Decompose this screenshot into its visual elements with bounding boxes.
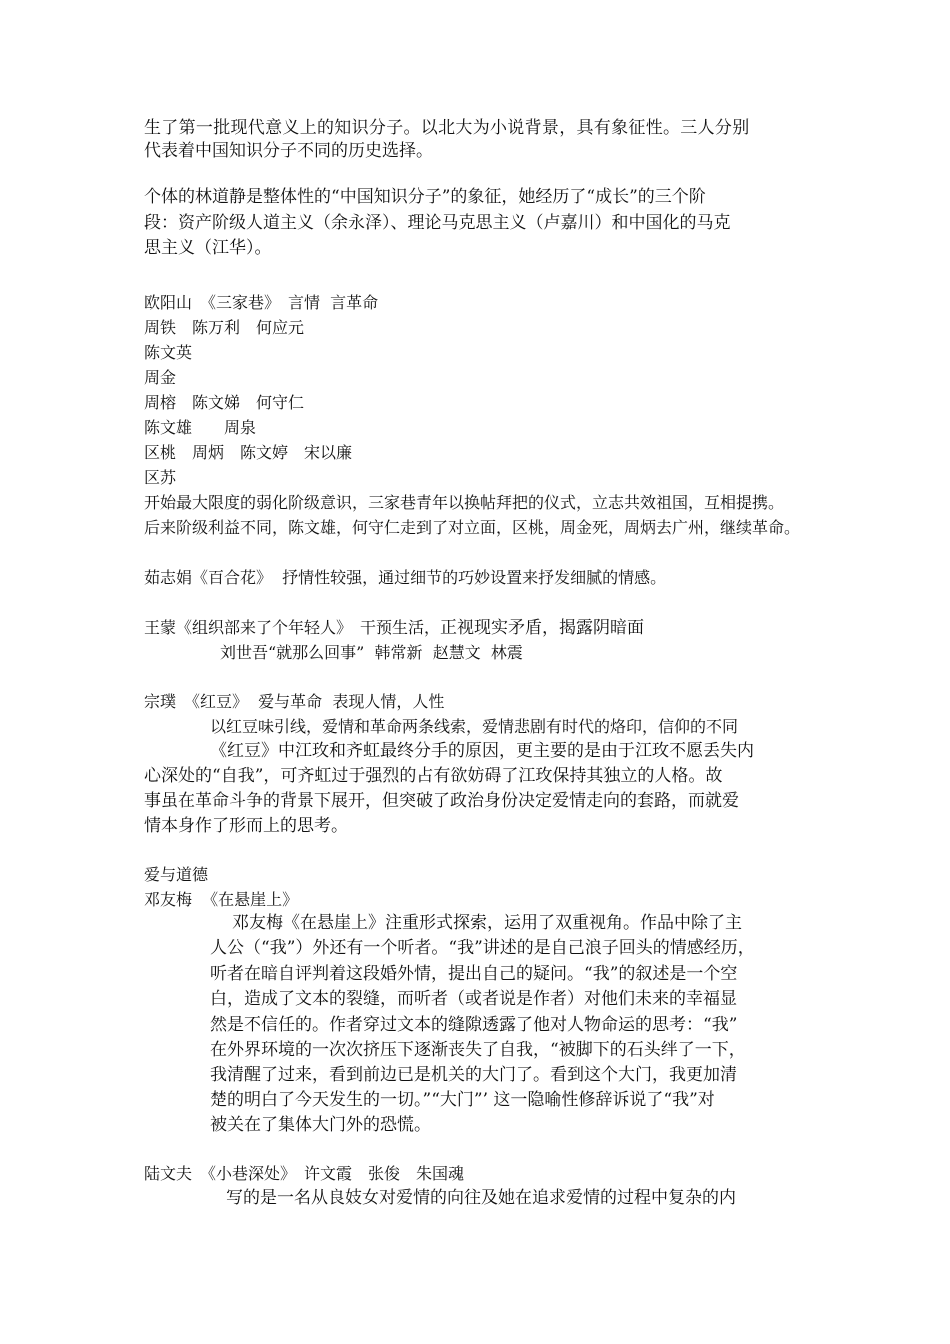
paragraph-line: 邓友梅《在悬崖上》注重形式探索，运用了双重视角。作品中除了主 xyxy=(232,913,742,933)
character-list-line: 周金 xyxy=(144,368,177,387)
section-heading: 爱与道德 xyxy=(144,865,209,884)
paragraph-line: 事虽在革命斗争的背景下展开，但突破了政治身份决定爱情走向的套路，而就爱 xyxy=(144,791,739,811)
paragraph-line: 写的是一名从良妓女对爱情的向往及她在追求爱情的过程中复杂的内 xyxy=(226,1188,736,1208)
paragraph-line: 情本身作了形而上的思考。 xyxy=(144,816,348,836)
paragraph-line: 心深处的“自我”，可齐虹过于强烈的占有欲妨碍了江玫保持其独立的人格。故 xyxy=(144,766,723,786)
section-heading: 邓友梅 《在悬崖上》 xyxy=(144,890,299,909)
section-heading: 茹志娟《百合花》 抒情性较强，通过细节的巧妙设置来抒发细腻的情感。 xyxy=(144,568,667,587)
section-heading: 宗璞 《红豆》 爱与革命 表现人情，人性 xyxy=(144,692,445,711)
paragraph-line: 思主义（江华）。 xyxy=(144,238,272,258)
paragraph-line: 《红豆》中江玫和齐虹最终分手的原因，更主要的是由于江玫不愿丢失内 xyxy=(210,741,754,761)
paragraph-line: 开始最大限度的弱化阶级意识，三家巷青年以换帖拜把的仪式，立志共效祖国，互相提携。 xyxy=(144,493,785,512)
character-list-line: 刘世吾“就那么回事” 韩常新 赵慧文 林震 xyxy=(220,643,523,662)
paragraph-line: 后来阶级利益不同，陈文雄，何守仁走到了对立面，区桃，周金死，周炳去广州，继续革命。 xyxy=(144,518,801,537)
paragraph-line: 以红豆味引线，爱情和革命两条线索，爱情悲剧有时代的烙印，信仰的不同 xyxy=(210,717,739,736)
character-list-line: 周榕 陈文娣 何守仁 xyxy=(144,393,305,412)
paragraph-line: 楚的明白了今天发生的一切。”“大门”’ 这一隐喻性修辞诉说了“我”对 xyxy=(210,1090,715,1110)
paragraph-line: 代表着中国知识分子不同的历史选择。 xyxy=(144,141,433,161)
character-list-line: 周铁 陈万利 何应元 xyxy=(144,318,305,337)
character-list-line: 陈文雄 周泉 xyxy=(144,418,257,437)
paragraph-line: 听者在暗自评判着这段婚外情，提出自己的疑问。“我”的叙述是一个空 xyxy=(210,964,738,984)
section-heading xyxy=(144,620,644,637)
character-list-line: 陈文英 xyxy=(144,343,193,362)
section-heading: 欧阳山 《三家巷》 言情 言革命 xyxy=(144,293,379,312)
paragraph-line: 在外界环境的一次次挤压下逐渐丧失了自我，“被脚下的石头绊了一下， xyxy=(210,1040,746,1060)
paragraph-line: 段：资产阶级人道主义（余永泽）、理论马克思主义（卢嘉川）和中国化的马克 xyxy=(144,213,731,233)
paragraph-line: 被关在了集体大门外的恐慌。 xyxy=(210,1115,431,1135)
character-list-line: 区桃 周炳 陈文婷 宋以廉 xyxy=(144,443,353,462)
paragraph-line: 个体的林道静是整体性的“中国知识分子”的象征，她经历了“成长”的三个阶 xyxy=(144,187,706,207)
paragraph-line: 生了第一批现代意义上的知识分子。以北大为小说背景，具有象征性。三人分别 xyxy=(144,118,750,138)
section-heading: 陆文夫 《小巷深处》 许文霞 张俊 朱国魂 xyxy=(144,1164,465,1183)
paragraph-line: 然是不信任的。作者穿过文本的缝隙透露了他对人物命运的思考：“我” xyxy=(210,1015,738,1035)
section-heading-text: 正视现实矛盾，揭露阴暗面 xyxy=(440,618,645,638)
character-list-line: 区苏 xyxy=(144,468,177,487)
paragraph-line: 白，造成了文本的裂缝，而听者（或者说是作者）对他们未来的幸福显 xyxy=(210,989,737,1009)
section-heading-text: 王蒙《组织部来了个年轻人》 干预生活， xyxy=(144,618,441,637)
paragraph-line: 我清醒了过来，看到前边已是机关的大门了。看到这个大门，我更加清 xyxy=(210,1065,737,1085)
paragraph-line: 人公（“我”）外还有一个听者。“我”讲述的是自己浪子回头的情感经历， xyxy=(210,938,755,958)
